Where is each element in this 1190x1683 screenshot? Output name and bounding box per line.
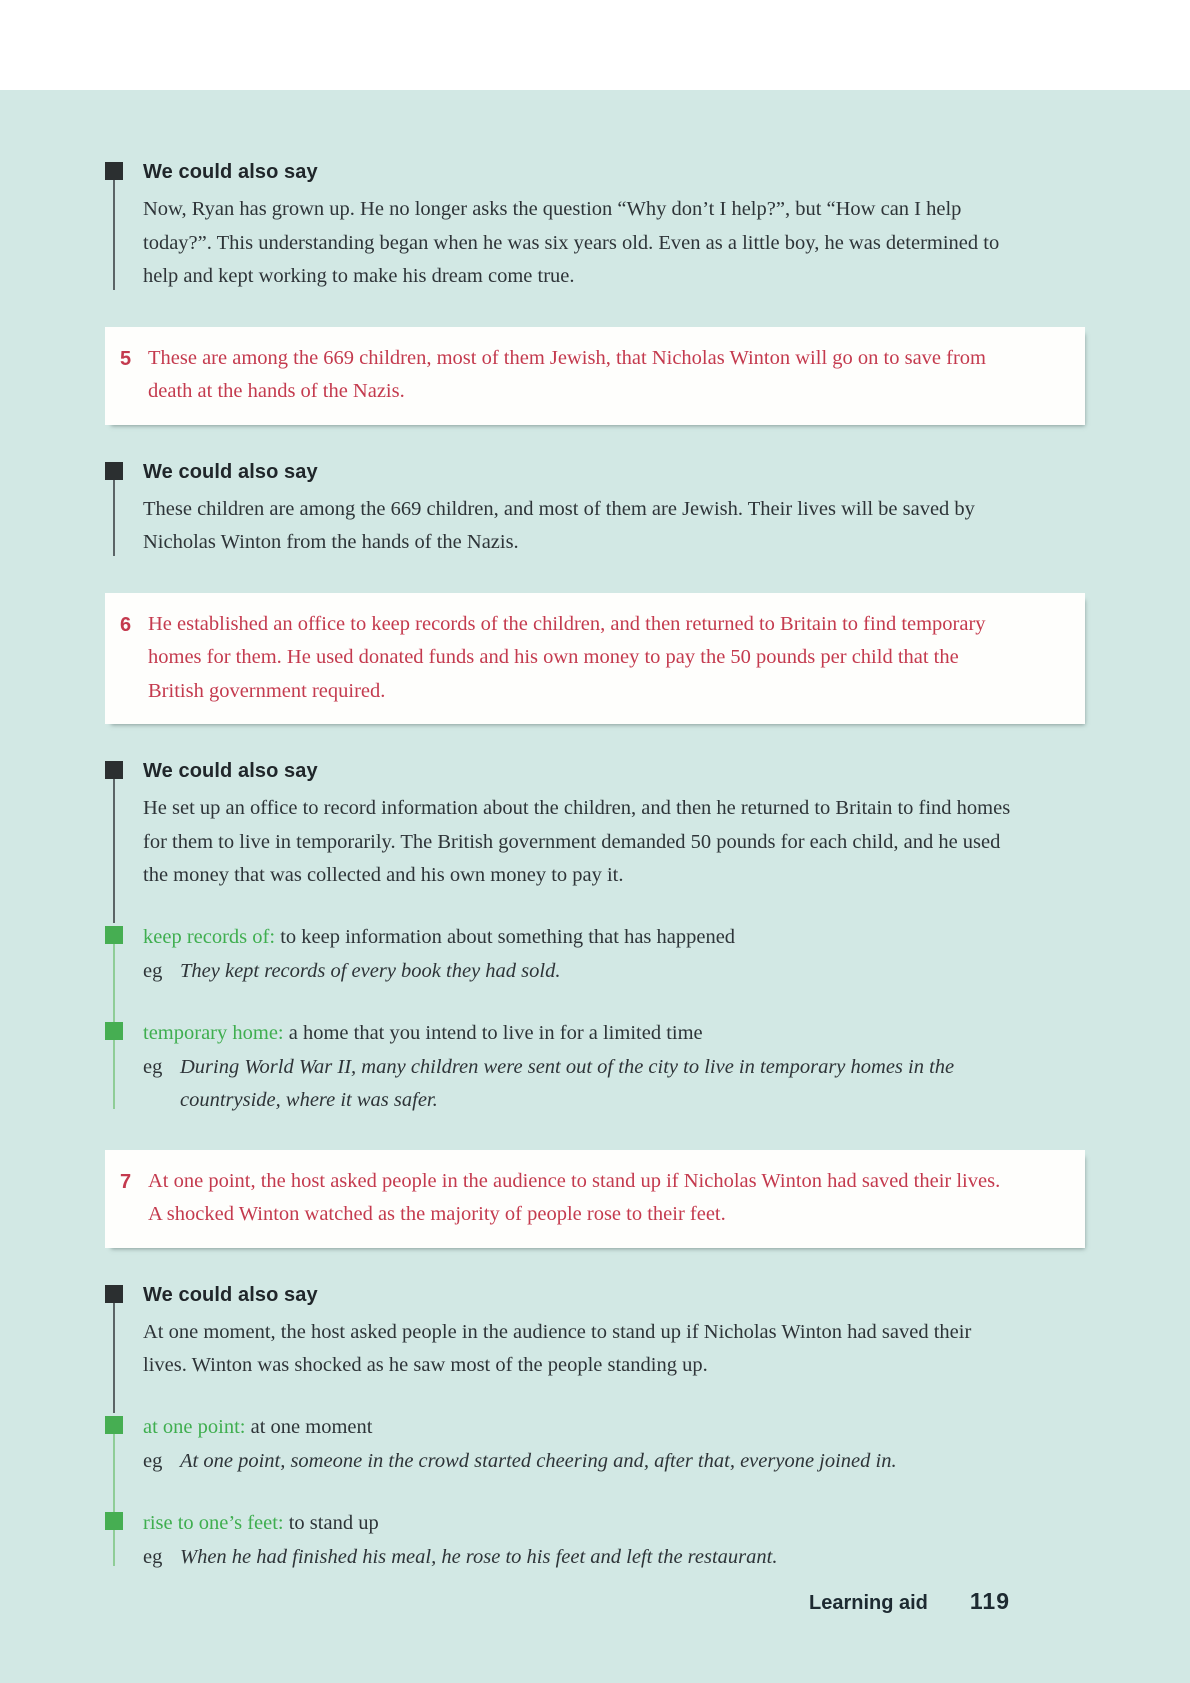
vocab-definition-line <box>143 1018 1011 1049</box>
highlight-box <box>105 1150 1085 1248</box>
eg-label: eg <box>143 959 163 982</box>
vocab-definition: to stand up <box>288 1511 379 1534</box>
eg-label: eg <box>143 1055 163 1078</box>
note-text: These children are among the 669 children, and most of them are Jewish. Their lives will be saved by Nicholas Winton from the hands of the Nazis. <box>143 497 975 553</box>
green-square-marker <box>105 1022 123 1040</box>
rail-line <box>113 769 115 923</box>
note-heading: We could also say <box>143 161 318 183</box>
eg-label: eg <box>143 1545 163 1568</box>
note-section <box>105 460 1085 560</box>
vocab-definition-line <box>143 1508 1011 1539</box>
highlight-text: He established an office to keep records of the children, and then returned to Britain to find temporary homes for them. He used donated funds and his own money to pay the 50 pounds per child that the British government required. <box>148 612 986 702</box>
vocab-entry <box>143 1508 1085 1574</box>
vocab-definition: to keep information about something that has happened <box>280 925 736 948</box>
example-text: During World War II, many children were sent out of the city to live in temporary homes in the countryside, where it was safer. <box>180 1055 955 1111</box>
note-text: He set up an office to record information about the children, and then he returned to Britain to find homes for them to live in temporarily. The British government demanded 50 pounds for each child, and he used the money that was collected and his own money to pay it. <box>143 797 1011 886</box>
green-square-marker <box>105 926 123 944</box>
example-text: They kept records of every book they had sold. <box>180 959 561 982</box>
page-content <box>105 160 1085 1607</box>
vocab-list <box>105 1412 1085 1574</box>
vocab-entry <box>143 1412 1085 1478</box>
highlight-number: 7 <box>120 1170 132 1193</box>
rail-line-green <box>113 930 115 1109</box>
highlight-box <box>105 593 1085 725</box>
note-main <box>105 1283 1085 1383</box>
vocab-definition: at one moment <box>250 1415 373 1438</box>
example-line <box>143 955 1011 988</box>
highlight-text: These are among the 669 children, most of them Jewish, that Nicholas Winton will go on to save from death at the hands of the Nazis. <box>148 346 986 402</box>
rail-line-green <box>113 1420 115 1566</box>
vocab-term: keep records of: <box>143 925 276 948</box>
example-text: At one point, someone in the crowd started cheering and, after that, everyone joined in. <box>180 1449 897 1472</box>
rail-line <box>113 1293 115 1413</box>
rail-line <box>113 470 115 556</box>
note-main <box>105 160 1085 294</box>
example-line <box>143 1051 1011 1117</box>
black-square-marker <box>105 462 123 480</box>
green-square-marker <box>105 1416 123 1434</box>
page-number: 119 <box>969 1588 1010 1614</box>
example-line <box>143 1541 1011 1574</box>
example-text: When he had finished his meal, he rose to his feet and left the restaurant. <box>180 1545 778 1568</box>
vocab-definition: a home that you intend to live in for a limited time <box>288 1021 703 1044</box>
black-square-marker <box>105 761 123 779</box>
highlight-number: 6 <box>120 613 132 636</box>
note-main <box>105 759 1085 893</box>
black-square-marker <box>105 1285 123 1303</box>
vocab-term: at one point: <box>143 1415 246 1438</box>
note-heading: We could also say <box>143 460 318 483</box>
highlight-box <box>105 327 1085 425</box>
note-section <box>105 160 1085 294</box>
green-square-marker <box>105 1512 123 1530</box>
vocab-definition-line <box>143 922 1011 953</box>
note-section <box>105 759 1085 1117</box>
note-text: Now, Ryan has grown up. He no longer asks the question “Why don’t I help?”, but “How can I help today?”. This understanding began when he was six years old. Even as a little boy, he was determined to help and kept working to make his dream come true. <box>143 198 1000 287</box>
vocab-entry <box>143 1018 1085 1117</box>
vocab-term: rise to one’s feet: <box>143 1511 284 1534</box>
note-heading: We could also say <box>143 760 318 782</box>
note-text: At one moment, the host asked people in the audience to stand up if Nicholas Winton had saved their lives. Winton was shocked as he saw most of the people standing up. <box>143 1320 972 1376</box>
vocab-entry <box>143 922 1085 988</box>
note-section <box>105 1283 1085 1574</box>
black-square-marker <box>105 162 123 180</box>
note-main <box>105 460 1085 560</box>
rail-line <box>113 170 115 290</box>
example-line <box>143 1445 1011 1478</box>
highlight-text: At one point, the host asked people in the audience to stand up if Nicholas Winton had saved their lives. A shocked Winton watched as the majority of people rose to their feet. <box>148 1169 1001 1225</box>
page-footer <box>105 1588 1010 1615</box>
footer-section-label: Learning aid <box>808 1592 928 1614</box>
vocab-list <box>105 922 1085 1117</box>
vocab-term: temporary home: <box>143 1021 284 1044</box>
vocab-definition-line <box>143 1412 1011 1443</box>
highlight-number: 5 <box>120 347 132 370</box>
eg-label: eg <box>143 1449 163 1472</box>
note-heading: We could also say <box>143 1283 318 1306</box>
